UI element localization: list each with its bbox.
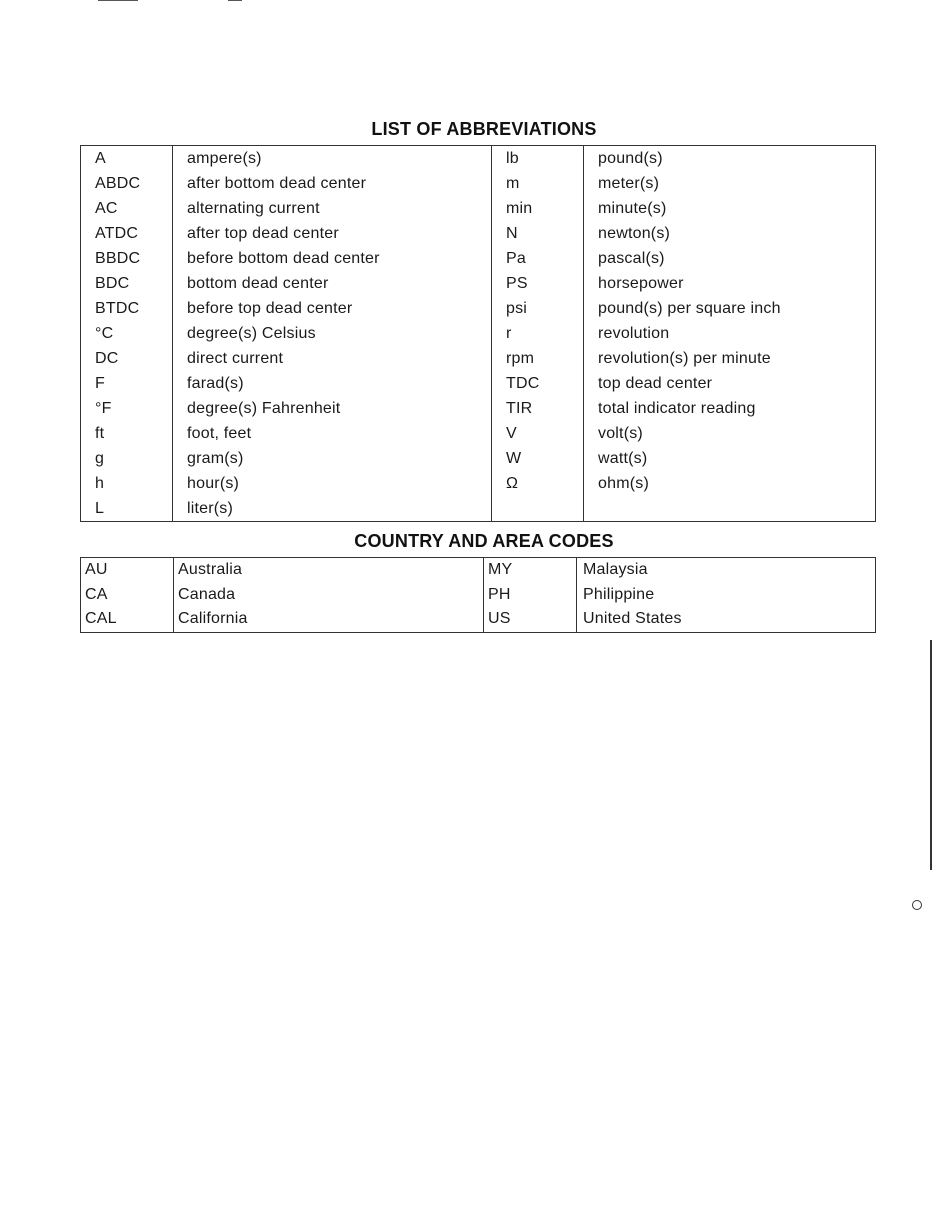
country-name-cell: California bbox=[174, 607, 484, 632]
abbreviation-cell: ft bbox=[81, 421, 173, 446]
meaning-cell: pound(s) bbox=[598, 149, 663, 167]
abbreviation-cell: TIR bbox=[492, 396, 584, 421]
country-codes-table bbox=[80, 557, 876, 633]
abbreviation-cell: lb bbox=[492, 146, 584, 172]
meaning-cell: meter(s) bbox=[598, 174, 660, 192]
meaning-cell: ampere(s) bbox=[173, 146, 492, 172]
country-name-cell: Canada bbox=[174, 583, 484, 608]
meaning-cell: total indicator reading bbox=[598, 399, 756, 417]
country-codes-title: COUNTRY AND AREA CODES bbox=[354, 531, 614, 551]
abbreviation-cell: TDC bbox=[492, 371, 584, 396]
abbreviation-cell: N bbox=[492, 221, 584, 246]
country-name-cell: United States bbox=[583, 610, 682, 628]
abbreviation-cell: rpm bbox=[492, 346, 584, 371]
code-cell: PH bbox=[484, 583, 577, 608]
meaning-cell: pound(s) per square inch bbox=[598, 299, 781, 317]
abbreviation-cell: DC bbox=[81, 346, 173, 371]
meaning-cell: after bottom dead center bbox=[173, 171, 492, 196]
table-row bbox=[81, 271, 876, 296]
table-row bbox=[81, 421, 876, 446]
abbreviation-cell: L bbox=[81, 496, 173, 522]
meaning-cell: foot, feet bbox=[173, 421, 492, 446]
table-row bbox=[81, 146, 876, 172]
meaning-cell: farad(s) bbox=[173, 371, 492, 396]
abbreviation-cell: °F bbox=[81, 396, 173, 421]
abbreviation-cell: psi bbox=[492, 296, 584, 321]
country-name-cell: Philippine bbox=[583, 585, 655, 603]
meaning-cell: pascal(s) bbox=[598, 249, 665, 267]
table-row bbox=[81, 246, 876, 271]
abbreviation-cell: BTDC bbox=[81, 296, 173, 321]
meaning-cell: degree(s) Fahrenheit bbox=[173, 396, 492, 421]
meaning-cell: degree(s) Celsius bbox=[173, 321, 492, 346]
meaning-cell bbox=[584, 496, 876, 522]
meaning-cell: horsepower bbox=[598, 274, 684, 292]
meaning-cell: revolution bbox=[598, 324, 670, 342]
abbreviation-cell: h bbox=[81, 471, 173, 496]
code-cell: US bbox=[484, 607, 577, 632]
abbreviation-cell: V bbox=[492, 421, 584, 446]
meaning-cell: watt(s) bbox=[598, 449, 648, 467]
abbreviation-cell: Ω bbox=[492, 471, 584, 496]
abbreviation-cell: AC bbox=[81, 196, 173, 221]
meaning-cell: bottom dead center bbox=[173, 271, 492, 296]
code-cell: CA bbox=[81, 583, 174, 608]
scan-mark bbox=[228, 0, 242, 1]
meaning-cell: ohm(s) bbox=[598, 474, 649, 492]
country-name-cell: Australia bbox=[174, 558, 484, 583]
abbreviation-cell: PS bbox=[492, 271, 584, 296]
abbreviations-title: LIST OF ABBREVIATIONS bbox=[371, 119, 597, 139]
meaning-cell: minute(s) bbox=[598, 199, 667, 217]
abbreviations-table bbox=[80, 145, 876, 522]
meaning-cell: alternating current bbox=[173, 196, 492, 221]
abbreviation-cell: F bbox=[81, 371, 173, 396]
meaning-cell: before top dead center bbox=[173, 296, 492, 321]
code-cell: AU bbox=[81, 558, 174, 583]
abbreviation-cell: g bbox=[81, 446, 173, 471]
meaning-cell: newton(s) bbox=[598, 224, 671, 242]
abbreviation-cell: A bbox=[81, 146, 173, 172]
abbreviation-cell: ABDC bbox=[81, 171, 173, 196]
abbreviation-cell: ATDC bbox=[81, 221, 173, 246]
abbreviation-cell bbox=[492, 496, 584, 522]
table-row bbox=[81, 583, 876, 608]
abbreviation-cell: r bbox=[492, 321, 584, 346]
meaning-cell: after top dead center bbox=[173, 221, 492, 246]
table-row bbox=[81, 371, 876, 396]
scan-mark bbox=[912, 900, 922, 910]
abbreviation-cell: Pa bbox=[492, 246, 584, 271]
table-row bbox=[81, 607, 876, 632]
table-row bbox=[81, 471, 876, 496]
meaning-cell: top dead center bbox=[598, 374, 713, 392]
table-row bbox=[81, 321, 876, 346]
scan-mark bbox=[98, 0, 138, 1]
abbreviation-cell: m bbox=[492, 171, 584, 196]
meaning-cell: direct current bbox=[173, 346, 492, 371]
country-name-cell: Malaysia bbox=[583, 561, 648, 579]
table-row bbox=[81, 296, 876, 321]
meaning-cell: revolution(s) per minute bbox=[598, 349, 771, 367]
table-row bbox=[81, 446, 876, 471]
meaning-cell: gram(s) bbox=[173, 446, 492, 471]
table-row bbox=[81, 558, 876, 583]
table-row bbox=[81, 346, 876, 371]
meaning-cell: volt(s) bbox=[598, 424, 643, 442]
table-row bbox=[81, 196, 876, 221]
table-row bbox=[81, 171, 876, 196]
table-row bbox=[81, 496, 876, 522]
abbreviation-cell: min bbox=[492, 196, 584, 221]
meaning-cell: liter(s) bbox=[173, 496, 492, 522]
table-row bbox=[81, 221, 876, 246]
code-cell: MY bbox=[484, 558, 577, 583]
table-row bbox=[81, 396, 876, 421]
abbreviation-cell: BDC bbox=[81, 271, 173, 296]
scan-mark bbox=[930, 640, 932, 870]
meaning-cell: hour(s) bbox=[173, 471, 492, 496]
code-cell: CAL bbox=[81, 607, 174, 632]
abbreviation-cell: W bbox=[492, 446, 584, 471]
abbreviation-cell: °C bbox=[81, 321, 173, 346]
meaning-cell: before bottom dead center bbox=[173, 246, 492, 271]
abbreviation-cell: BBDC bbox=[81, 246, 173, 271]
